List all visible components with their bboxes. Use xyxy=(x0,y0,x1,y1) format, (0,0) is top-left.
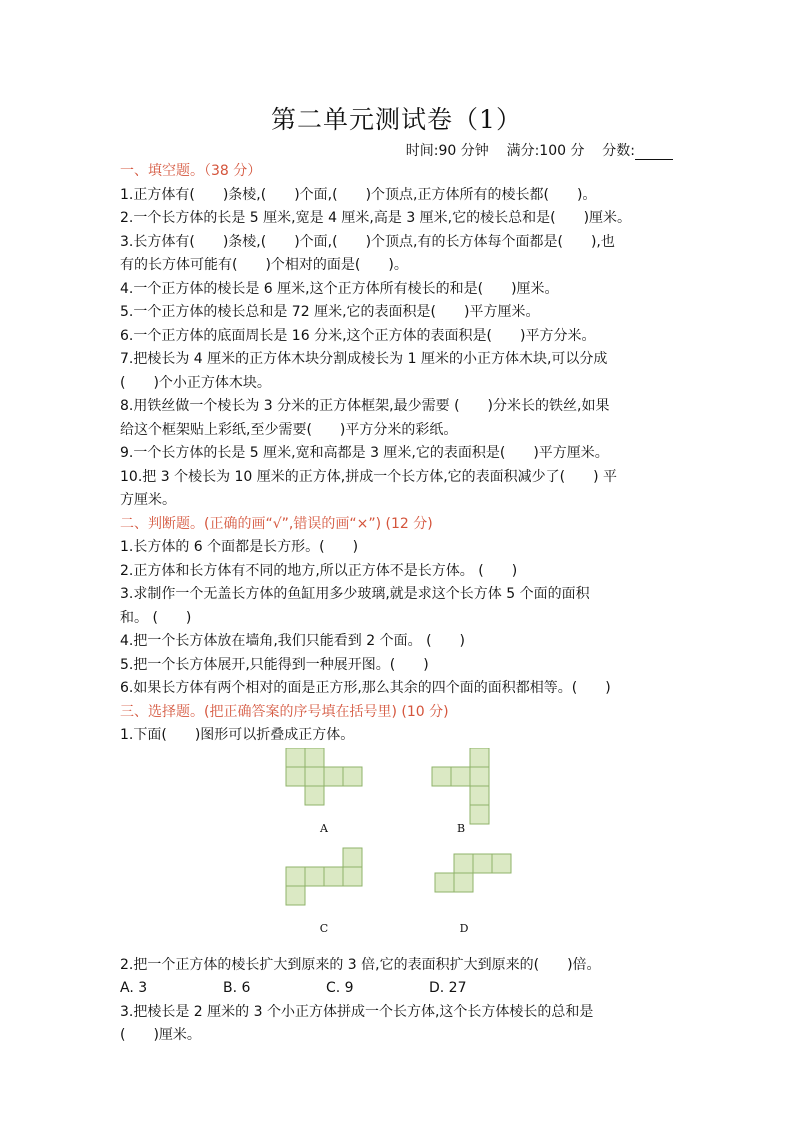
question-line: 5.一个正方体的棱长总和是 72 厘米,它的表面积是( )平方厘米。 xyxy=(120,304,540,320)
fig-label-a: A xyxy=(320,821,328,835)
score-blank[interactable] xyxy=(635,145,673,160)
cube-net-c xyxy=(286,848,362,905)
net-square xyxy=(432,767,451,786)
net-square xyxy=(454,854,473,873)
fig-label-d: D xyxy=(459,921,469,935)
section-true-false-header: 二、判断题。(正确的画“√”,错误的画“×”) (12 分) xyxy=(120,515,433,532)
question-line: 6.一个正方体的底面周长是 16 分米,这个正方体的表面积是( )平方分米。 xyxy=(120,327,596,344)
question-line: 3.把棱长是 2 厘米的 3 个小正方体拼成一个长方体,这个长方体棱长的总和是 xyxy=(120,1003,594,1020)
question-line: ( )厘米。 xyxy=(120,1027,201,1043)
net-square xyxy=(305,786,324,805)
question-line: 8.用铁丝做一个棱长为 3 分米的正方体框架,最少需要 ( )分米长的铁丝,如果 xyxy=(120,398,610,414)
option-c[interactable]: C. 9 xyxy=(326,980,354,996)
option-b[interactable]: B. 6 xyxy=(223,980,251,996)
net-square xyxy=(343,848,362,867)
net-square xyxy=(286,767,305,786)
question-line: 2.把一个正方体的棱长扩大到原来的 3 倍,它的表面积扩大到原来的( )倍。 xyxy=(120,956,601,973)
net-square xyxy=(451,767,470,786)
net-square xyxy=(454,873,473,892)
cube-net-figures xyxy=(120,748,680,954)
net-square xyxy=(470,805,489,824)
question-line: 4.把一个长方体放在墙角,我们只能看到 2 个面。 ( ) xyxy=(120,633,465,649)
question-line: 4.一个正方体的棱长是 6 厘米,这个正方体所有棱长的和是( )厘米。 xyxy=(120,280,559,297)
question-line: 1.下面( )图形可以折叠成正方体。 xyxy=(120,727,355,743)
net-square xyxy=(286,886,305,905)
net-square xyxy=(343,867,362,886)
net-square xyxy=(343,767,362,786)
option-d[interactable]: D. 27 xyxy=(429,980,467,996)
net-square xyxy=(470,786,489,805)
option-a[interactable]: A. 3 xyxy=(120,980,148,996)
net-square xyxy=(470,767,489,786)
question-line: 2.一个长方体的长是 5 厘米,宽是 4 厘米,高是 3 厘米,它的棱长总和是( )厘米。 xyxy=(120,210,632,226)
question-line: 7.把棱长为 4 厘米的正方体木块分割成棱长为 1 厘米的小正方体木块,可以分成 xyxy=(120,351,608,367)
content xyxy=(120,160,680,1048)
question-line: 3.求制作一个无盖长方体的鱼缸用多少玻璃,就是求这个长方体 5 个面的面积 xyxy=(120,586,590,602)
exam-time: 时间:90 分钟 xyxy=(405,143,489,159)
question-line: 9.一个长方体的长是 5 厘米,宽和高都是 3 厘米,它的表面积是( )平方厘米。 xyxy=(120,445,609,461)
question-line: 方厘米。 xyxy=(120,492,176,508)
fig-label-c: C xyxy=(319,921,329,935)
net-square xyxy=(305,748,324,767)
question-line: 5.把一个长方体展开,只能得到一种展开图。( ) xyxy=(120,656,429,673)
cube-net-a xyxy=(286,748,362,805)
question-line: 1.长方体的 6 个面都是长方形。( ) xyxy=(120,539,359,555)
cube-nets-svg xyxy=(120,748,680,954)
question-line: 和。 ( ) xyxy=(120,609,192,626)
question-line: 10.把 3 个棱长为 10 厘米的正方体,拼成一个长方体,它的表面积减少了( ) 平 xyxy=(120,468,618,485)
net-square xyxy=(470,748,489,767)
cube-net-b xyxy=(432,748,489,824)
exam-score-label: 分数: xyxy=(602,143,635,159)
fig-label-b: B xyxy=(456,821,466,835)
question-line: 有的长方体可能有( )个相对的面是( )。 xyxy=(120,257,408,273)
question-line: 3.长方体有( )条棱,( )个面,( )个顶点,有的长方体每个面都是( ),也 xyxy=(120,233,615,250)
question-line: 1.正方体有( )条棱,( )个面,( )个顶点,正方体所有的棱长都( )。 xyxy=(120,186,597,203)
question-line: 2.正方体和长方体有不同的地方,所以正方体不是长方体。 ( ) xyxy=(120,562,518,579)
exam-meta xyxy=(406,140,673,160)
net-square xyxy=(435,873,454,892)
net-square xyxy=(286,867,305,886)
page-title: 第二单元测试卷（1） xyxy=(271,105,522,134)
q2-options xyxy=(120,977,680,1001)
net-square xyxy=(473,854,492,873)
section-fill-blank-header: 一、填空题。（38 分） xyxy=(120,163,262,179)
net-square xyxy=(305,767,324,786)
question-line: 6.如果长方体有两个相对的面是正方形,那么其余的四个面的面积都相等。( ) xyxy=(120,680,611,696)
net-square xyxy=(324,767,343,786)
section-choice-header: 三、选择题。(把正确答案的序号填在括号里) (10 分) xyxy=(120,703,449,720)
net-square xyxy=(492,854,511,873)
net-square xyxy=(305,867,324,886)
exam-full-score: 满分:100 分 xyxy=(506,143,585,159)
question-line: ( )个小正方体木块。 xyxy=(120,374,271,391)
cube-net-d xyxy=(435,854,511,892)
net-square xyxy=(324,867,343,886)
question-line: 给这个框架贴上彩纸,至少需要( )平方分米的彩纸。 xyxy=(120,421,458,438)
net-square xyxy=(286,748,305,767)
